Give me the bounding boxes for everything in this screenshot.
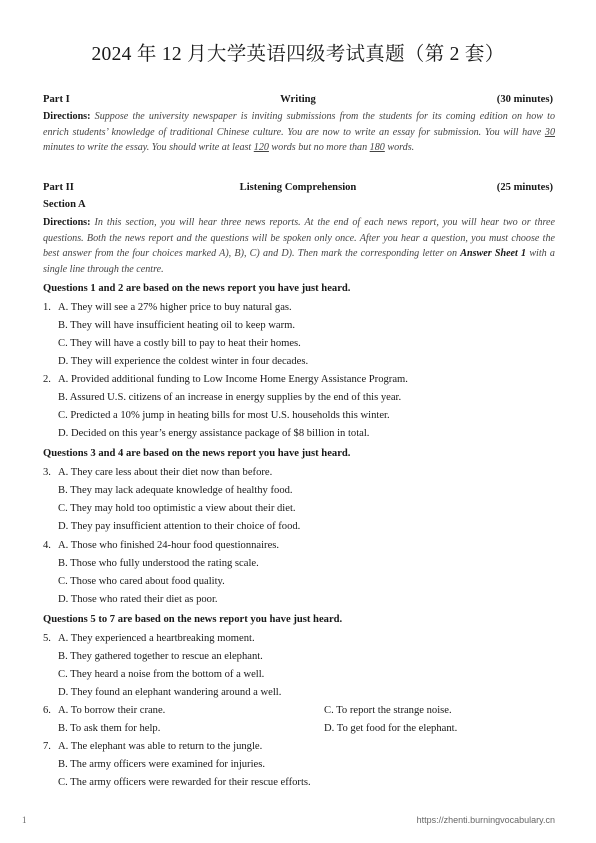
part1-minutes: 30 [544,126,555,138]
option-1c[interactable]: C. They will have a costly bill to pay to heat their homes. [58,338,301,349]
option-3b[interactable]: B. They may lack adequate knowledge of healthy food. [58,485,293,496]
part1-directions-text-b: minutes to write the essay. You should write at least [43,142,254,154]
part1-label: Part I [43,94,70,105]
option-3c[interactable]: C. They may hold too optimistic a view about their diet. [58,503,296,514]
option-2a[interactable]: A. Provided additional funding to Low Income Home Energy Assistance Program. [58,374,408,385]
option-6b[interactable]: B. To ask them for help. [58,723,161,734]
footer-url[interactable]: https://zhenti.burningvocabulary.cn [416,815,555,825]
option-3d[interactable]: D. They pay insufficient attention to their choice of food. [58,521,301,532]
option-2d[interactable]: D. Decided on this year’s energy assistance package of $8 billion in total. [58,428,370,439]
part2-directions-label: Directions: [43,217,91,228]
option-5c[interactable]: C. They heard a noise from the bottom of a well. [58,669,265,680]
option-4c[interactable]: C. Those who cared about food quality. [58,576,225,587]
option-7b[interactable]: B. The army officers were examined for injuries. [58,759,265,770]
option-1a[interactable]: A. They will see a 27% higher price to buy natural gas. [58,302,292,313]
question-group-heading: Questions 1 and 2 are based on the news report you have just heard. [43,283,351,294]
option-3a[interactable]: A. They care less about their diet now than before. [58,467,273,478]
section-a-label: Section A [43,199,86,210]
option-6d[interactable]: D. To get food for the elephant. [324,723,458,734]
option-5b[interactable]: B. They gathered together to rescue an elephant. [58,651,263,662]
question-number: 6. [43,705,51,716]
part1-time: (30 minutes) [496,94,553,105]
part1-max-words: 180 [369,142,385,154]
option-4b[interactable]: B. Those who fully understood the rating scale. [58,558,259,569]
part2-directions-text-b: with a single line through the centre. [43,248,555,276]
option-7c[interactable]: C. The army officers were rewarded for their rescue efforts. [58,777,311,788]
option-6a[interactable]: A. To borrow their crane. [58,705,166,716]
option-5d[interactable]: D. They found an elephant wandering around a well. [58,687,282,698]
question-group-heading: Questions 5 to 7 are based on the news report you have just heard. [43,614,343,625]
part1-directions-label: Directions: [43,111,91,122]
part2-directions-text-a: In this section, you will hear three news reports. At the end of each news report, you will hear two or three questions. Both the news report and the questions will be spoken only once. After you hear a question, you must choose the best answer from the four choices marked A), B), C) and D). Then mark the corresponding letter on [43,217,556,260]
part1-name: Writing [280,94,316,105]
part1-directions-text-d: words. [384,142,415,154]
question-number: 2. [43,374,51,385]
page-title: 2024 年 12 月大学英语四级考试真题（第 2 套） [91,44,505,65]
question-number: 5. [43,633,51,644]
question-group-heading: Questions 3 and 4 are based on the news report you have just heard. [43,448,351,459]
option-4a[interactable]: A. Those who finished 24-hour food questionnaires. [58,540,280,551]
question-number: 4. [43,540,51,551]
part1-directions [43,109,555,156]
option-1d[interactable]: D. They will experience the coldest winter in four decades. [58,356,309,367]
part1-directions-text-a: Suppose the university newspaper is inviting submissions from the students for its coming edition on how to enrich students’ knowledge of traditional Chinese culture. You are now to write an essay for submission. You will have [43,111,555,138]
question-number: 3. [43,467,51,478]
part2-label: Part II [43,182,74,193]
part2-time: (25 minutes) [496,182,553,193]
page-number: 1 [22,815,27,825]
answer-sheet-ref: Answer Sheet 1 [460,248,527,260]
part2-directions [43,215,555,278]
option-1b[interactable]: B. They will have insufficient heating oil to keep warm. [58,320,296,331]
part1-header [43,94,553,108]
option-5a[interactable]: A. They experienced a heartbreaking moment. [58,633,255,644]
option-4d[interactable]: D. Those who rated their diet as poor. [58,594,218,605]
option-2b[interactable]: B. Assured U.S. citizens of an increase in energy supplies by the end of this year. [58,392,402,403]
question-number: 7. [43,741,51,752]
option-2c[interactable]: C. Predicted a 10% jump in heating bills for most U.S. households this winter. [58,410,390,421]
part1-min-words: 120 [253,142,269,154]
part1-directions-text-c: words but no more than [268,142,370,154]
option-6c[interactable]: C. To report the strange noise. [324,705,452,716]
part2-name: Listening Comprehension [239,182,357,193]
question-number: 1. [43,302,51,313]
part2-header [43,182,553,196]
option-7a[interactable]: A. The elephant was able to return to the jungle. [58,741,263,752]
